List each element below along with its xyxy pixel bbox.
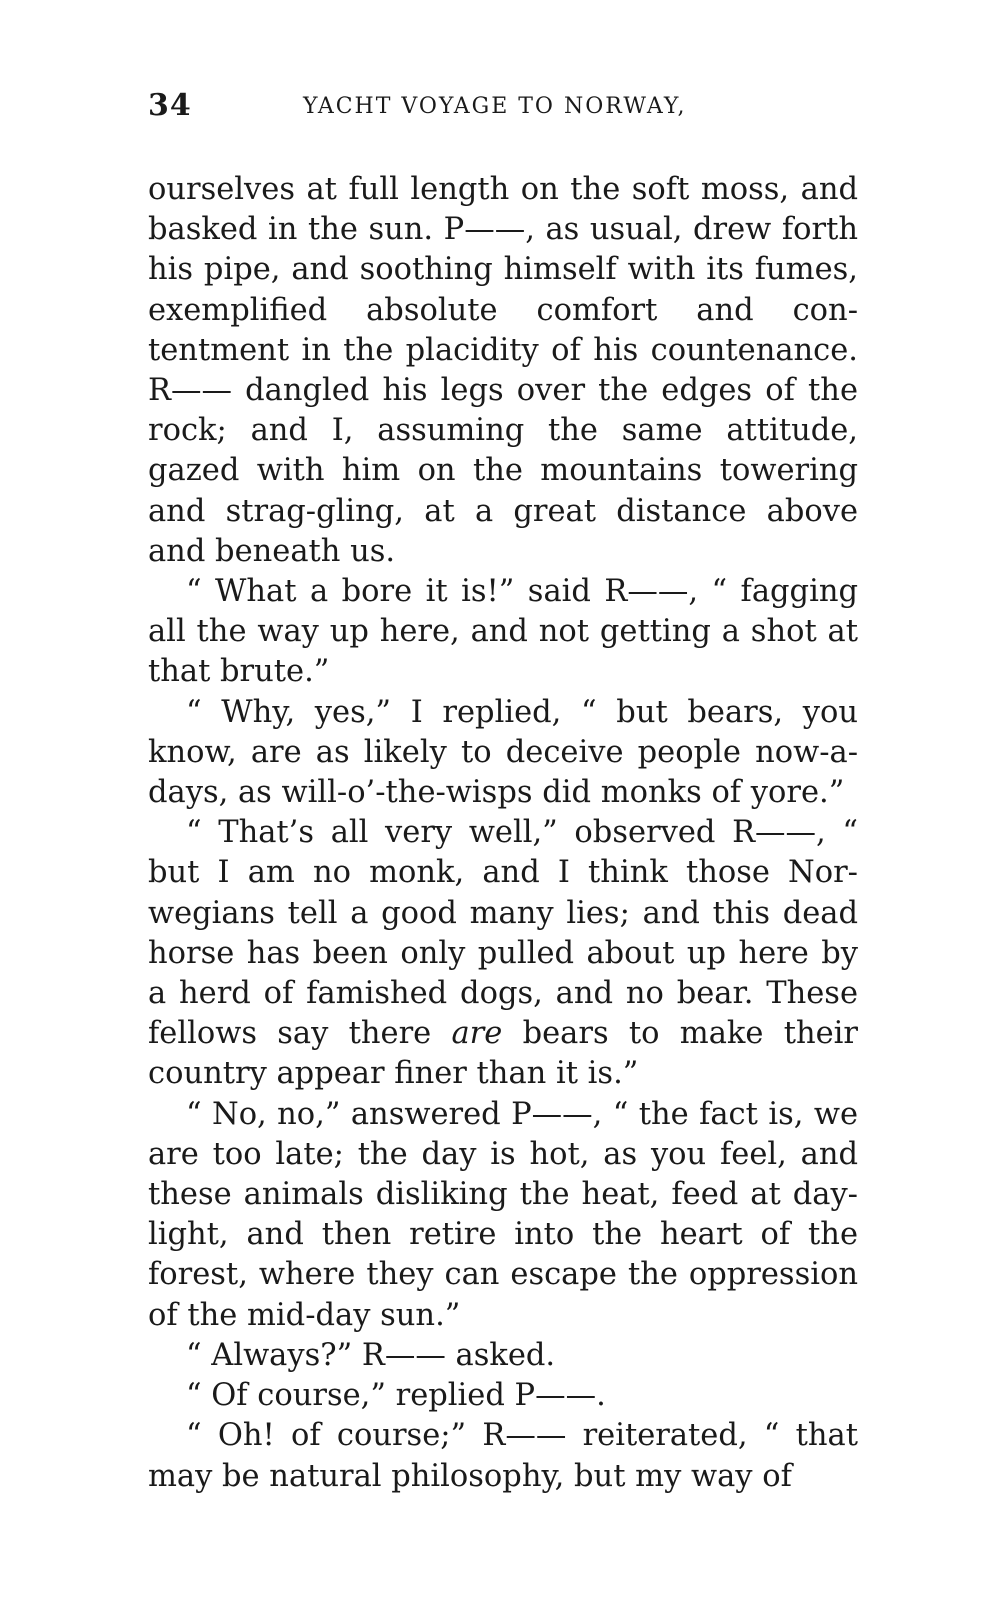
- emphasized-word: are: [451, 1016, 503, 1052]
- paragraph-text: bears to make their country appear finer than it is.”: [148, 1016, 858, 1092]
- body-text: [148, 170, 858, 1497]
- paragraph: “ Why, yes,” I replied, “ but bears, you know, are as likely to deceive people now-a-days, as will-o’-the-wisps did monks of yore.”: [148, 694, 858, 811]
- paragraph: “ What a bore it is!” said R——, “ fagging all the way up here, and not getting a shot at that brute.”: [148, 574, 858, 690]
- paragraph: “ Always?” R—— asked.: [186, 1337, 556, 1373]
- running-title: YACHT VOYAGE TO NORWAY,: [303, 94, 687, 119]
- paragraph: “ Of course,” replied P——.: [186, 1378, 606, 1414]
- paragraph-text: “ That’s all very well,” observed R——, “ but I am no monk, and I think those Nor-wegians tell a good many lies; and this dead horse has been only pulled about up here by a herd of famished dogs, and no bear. These fellows say there: [148, 815, 858, 1052]
- paragraph: “ No, no,” answered P——, “ the fact is, we are too late; the day is hot, as you feel, and these animals disliking the heat, feed at day-light, and then retire into the heart of the forest, where they can escape the oppression of the mid-day sun.”: [148, 1096, 858, 1333]
- paragraph: “ Oh! of course;” R—— reiterated, “ that may be natural philosophy, but my way of: [148, 1418, 858, 1494]
- page-number: 34: [148, 88, 192, 123]
- paragraph: ourselves at full length on the soft moss, and basked in the sun. P——, as usual, drew forth his pipe, and soothing himself with its fumes, exemplified absolute comfort and con-tentment in the placidity of his countenance. R—— dangled his legs over the edges of the rock; and I, assuming the same attitude, gazed with him on the mountains towering and strag-gling, at a great distance above and beneath us.: [148, 172, 858, 569]
- running-head: [148, 88, 858, 138]
- paragraph: [148, 813, 858, 1094]
